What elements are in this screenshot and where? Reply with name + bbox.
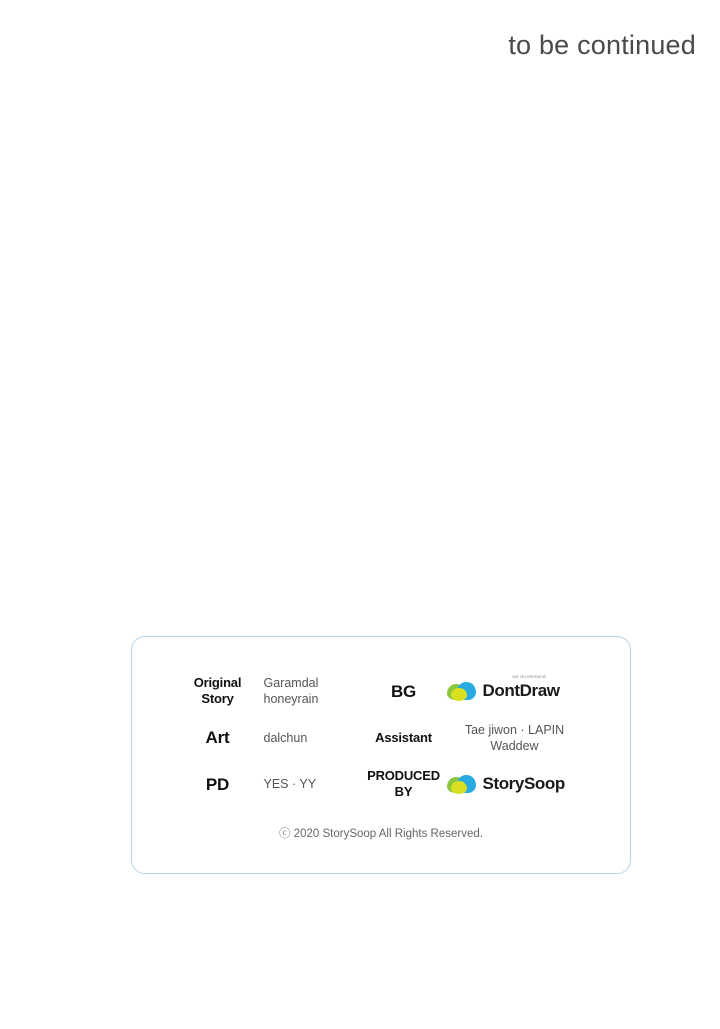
dontdraw-logo-text bbox=[482, 674, 560, 701]
credit-role-pd: PD bbox=[205, 774, 230, 794]
leaf-icon bbox=[447, 680, 477, 702]
credit-role-art: Art bbox=[205, 728, 230, 748]
storysoop-logo bbox=[445, 773, 585, 795]
credits-grid bbox=[132, 675, 630, 801]
copyright-text: ⓒ 2020 StorySoop All Rights Reserved. bbox=[279, 828, 483, 840]
credit-role-produced-by: PRODUCED BY bbox=[367, 768, 440, 800]
credit-role-bg: BG bbox=[390, 681, 417, 701]
dontdraw-logo-superscript: we recommend bbox=[512, 674, 546, 680]
credit-name-pd: YES · YY bbox=[263, 777, 317, 792]
dontdraw-logo bbox=[445, 674, 585, 702]
credits-card bbox=[131, 636, 631, 874]
to-be-continued-text: to be continued bbox=[508, 30, 696, 60]
storysoop-logo-text: StorySoop bbox=[482, 774, 565, 794]
credit-role-original-story: Original Story bbox=[193, 675, 242, 707]
leaf-icon bbox=[447, 773, 477, 795]
credit-name-art: dalchun bbox=[263, 730, 308, 745]
credit-role-assistant: Assistant bbox=[375, 729, 432, 745]
dontdraw-logo-label: DontDraw bbox=[482, 681, 560, 701]
credit-name-original-story: Garamdal honeyrain bbox=[263, 676, 319, 707]
credit-name-assistant: Tae jiwon · LAPIN Waddew bbox=[464, 722, 565, 753]
